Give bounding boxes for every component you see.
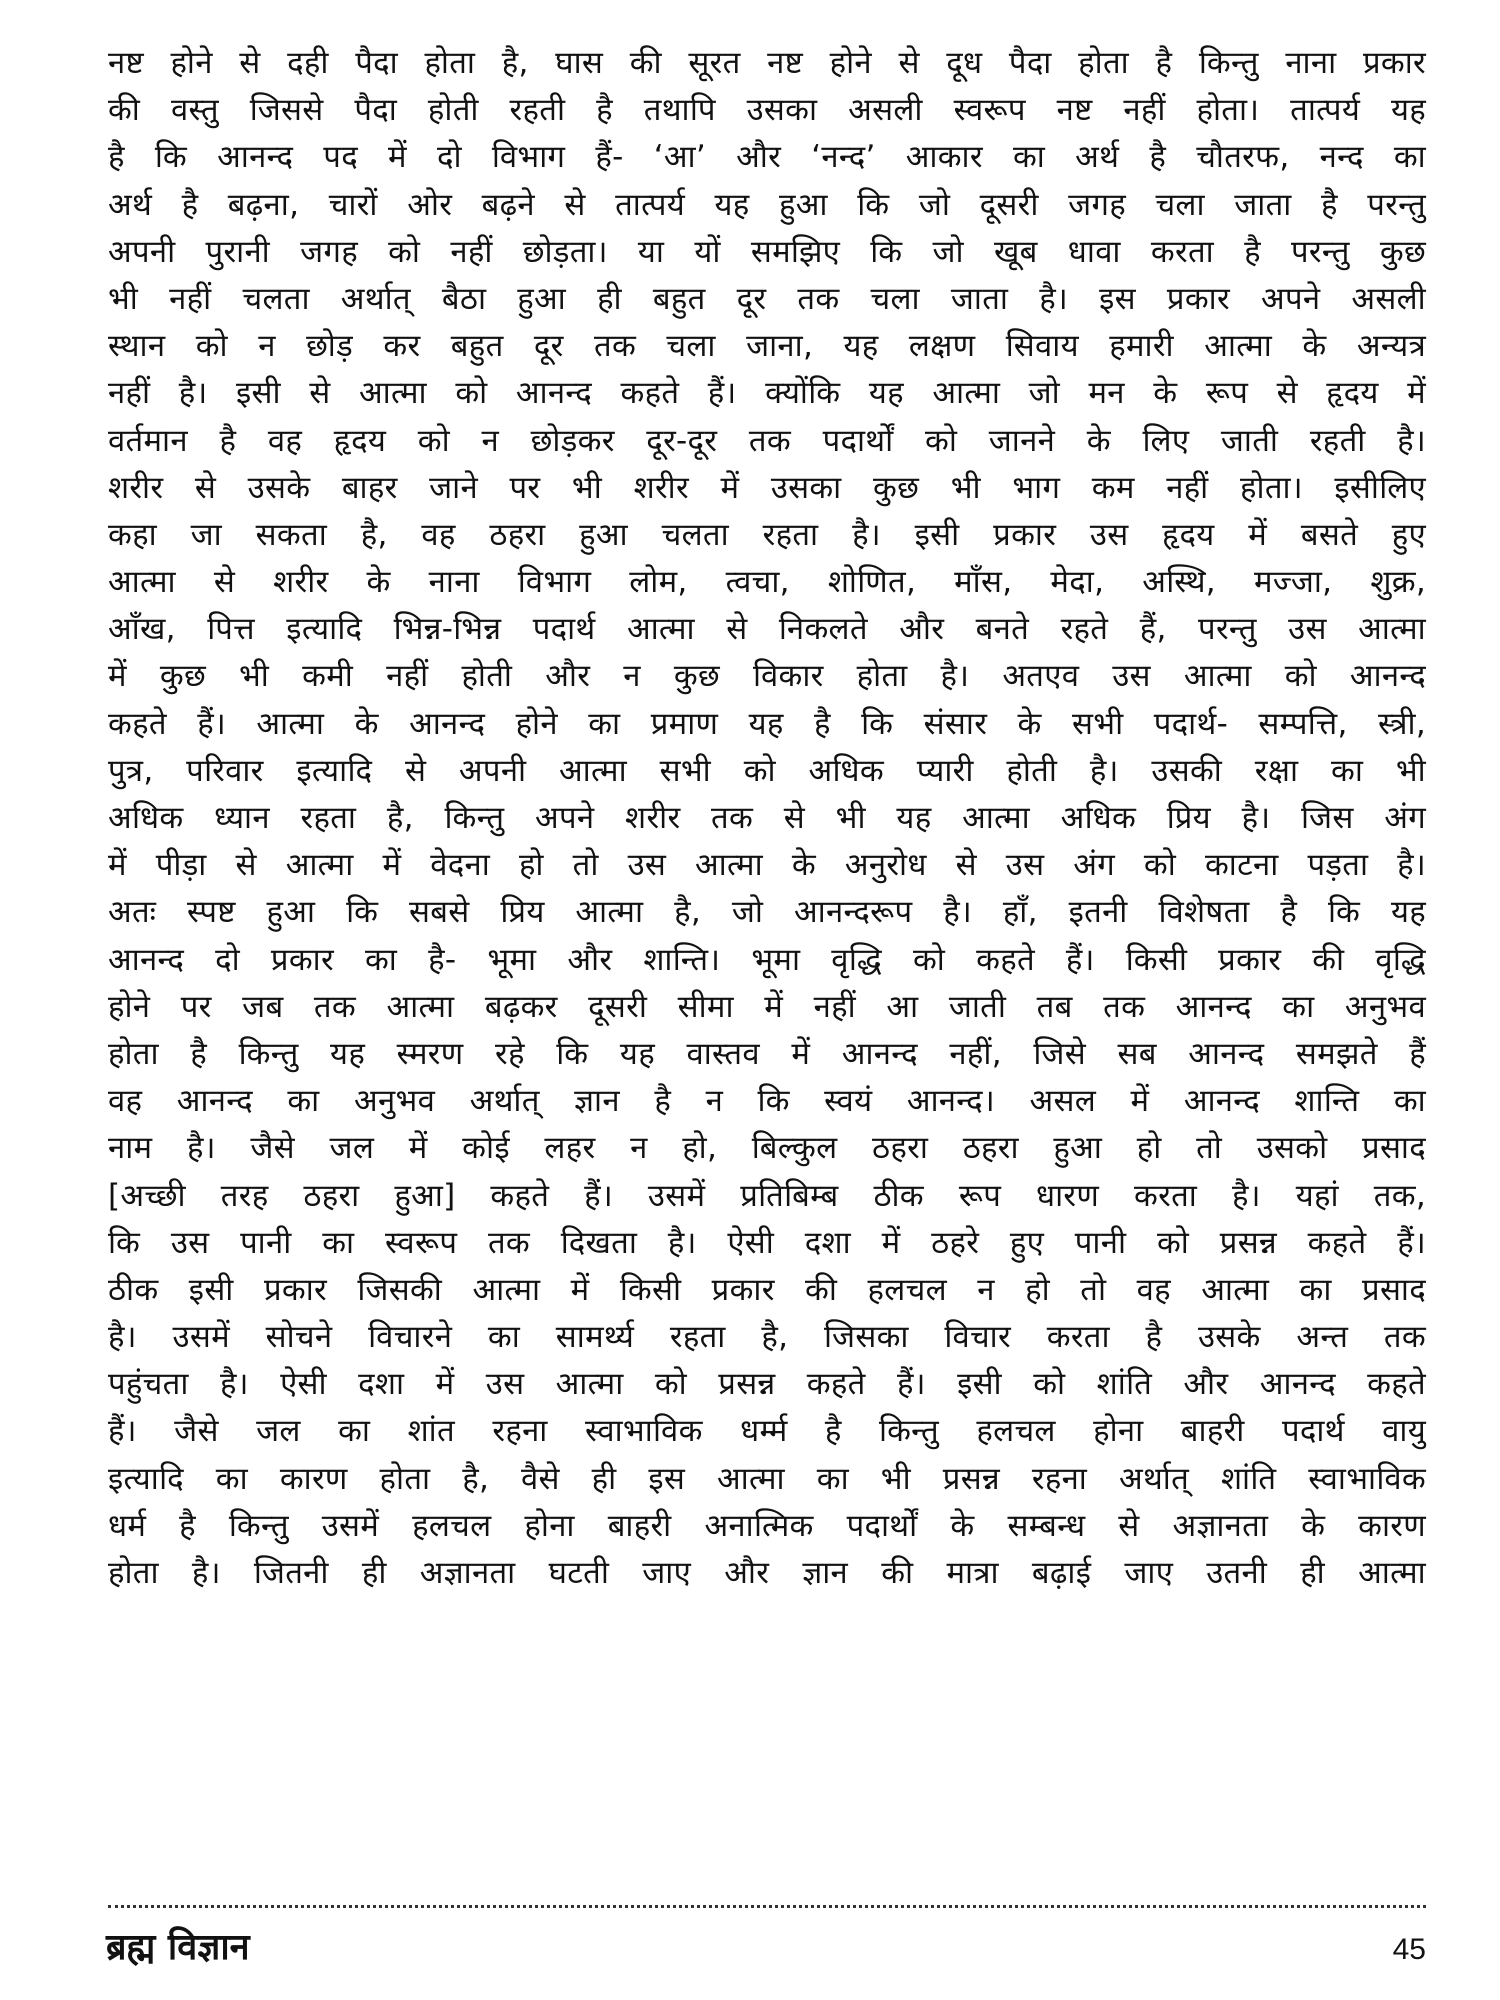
text-line: वर्तमान है वह हृदय को न छोड़कर दूर-दूर तक पदार्थों को जानने के लिए जाती रहती है। — [108, 422, 1426, 459]
text-line: कि उस पानी का स्वरूप तक दिखता है। ऐसी दशा में ठहरे हुए पानी को प्रसन्न कहते हैं। — [108, 1224, 1426, 1261]
text-line: नाम है। जैसे जल में कोई लहर न हो, बिल्कुल ठहरा ठहरा हुआ हो तो उसको प्रसाद — [108, 1130, 1426, 1167]
text-line: हैं। जैसे जल का शांत रहना स्वाभाविक धर्म्म है किन्तु हलचल होना बाहरी पदार्थ वायु — [108, 1413, 1426, 1450]
text-line: कहा जा सकता है, वह ठहरा हुआ चलता रहता है। इसी प्रकार उस हृदय में बसते हुए — [108, 516, 1426, 553]
text-line: शरीर से उसके बाहर जाने पर भी शरीर में उसका कुछ भी भाग कम नहीं होता। इसीलिए — [108, 469, 1426, 506]
text-line: स्थान को न छोड़ कर बहुत दूर तक चला जाना, यह लक्षण सिवाय हमारी आत्मा के अन्यत्र — [108, 328, 1426, 365]
text-line: अपनी पुरानी जगह को नहीं छोड़ता। या यों समझिए कि जो खूब धावा करता है परन्तु कुछ — [108, 233, 1426, 270]
text-line: होने पर जब तक आत्मा बढ़कर दूसरी सीमा में नहीं आ जाती तब तक आनन्द का अनुभव — [108, 988, 1426, 1025]
text-line: में कुछ भी कमी नहीं होती और न कुछ विकार होता है। अतएव उस आत्मा को आनन्द — [108, 658, 1426, 695]
text-line: की वस्तु जिससे पैदा होती रहती है तथापि उसका असली स्वरूप नष्ट नहीं होता। तात्पर्य यह — [108, 92, 1426, 129]
text-line: आत्मा से शरीर के नाना विभाग लोम, त्वचा, शोणित, माँस, मेदा, अस्थि, मज्जा, शुक्र, — [108, 564, 1426, 601]
text-line: अतः स्पष्ट हुआ कि सबसे प्रिय आत्मा है, जो आनन्दरूप है। हाँ, इतनी विशेषता है कि यह — [108, 894, 1426, 931]
text-line: भी नहीं चलता अर्थात् बैठा हुआ ही बहुत दूर तक चला जाता है। इस प्रकार अपने असली — [108, 280, 1426, 317]
text-line: अर्थ है बढ़ना, चारों ओर बढ़ने से तात्पर्य यह हुआ कि जो दूसरी जगह चला जाता है परन्तु — [108, 186, 1426, 223]
text-line: नष्ट होने से दही पैदा होता है, घास की सूरत नष्ट होने से दूध पैदा होता है किन्तु नाना प्रकार — [108, 45, 1426, 81]
text-line: है कि आनन्द पद में दो विभाग हैं- ‘आ’ और ‘नन्द’ आकार का अर्थ है चौतरफ, नन्द का — [108, 139, 1426, 176]
footer-divider — [108, 1905, 1426, 1908]
text-line: होता है किन्तु यह स्मरण रहे कि यह वास्तव में आनन्द नहीं, जिसे सब आनन्द समझते हैं — [108, 1035, 1426, 1072]
text-line: धर्म है किन्तु उसमें हलचल होना बाहरी अनात्मिक पदार्थों के सम्बन्ध से अज्ञानता के कारण — [108, 1507, 1426, 1544]
text-line: पुत्र, परिवार इत्यादि से अपनी आत्मा सभी को अधिक प्यारी होती है। उसकी रक्षा का भी — [108, 752, 1426, 789]
text-line: ठीक इसी प्रकार जिसकी आत्मा में किसी प्रकार की हलचल न हो तो वह आत्मा का प्रसाद — [108, 1271, 1426, 1308]
text-line: आँख, पित्त इत्यादि भिन्न-भिन्न पदार्थ आत्मा से निकलते और बनते रहते हैं, परन्तु उस आत्मा — [108, 611, 1426, 648]
text-line: [अच्छी तरह ठहरा हुआ] कहते हैं। उसमें प्रतिबिम्ब ठीक रूप धारण करता है। यहां तक, — [108, 1177, 1426, 1214]
text-line: है। उसमें सोचने विचारने का सामर्थ्य रहता है, जिसका विचार करता है उसके अन्त तक — [108, 1319, 1426, 1356]
text-line: नहीं है। इसी से आत्मा को आनन्द कहते हैं। क्योंकि यह आत्मा जो मन के रूप से हृदय में — [108, 375, 1426, 412]
text-line: पहुंचता है। ऐसी दशा में उस आत्मा को प्रसन्न कहते हैं। इसी को शांति और आनन्द कहते — [108, 1366, 1426, 1403]
page-number: 45 — [1392, 1933, 1426, 1966]
body-text — [108, 40, 1426, 1597]
text-line: इत्यादि का कारण होता है, वैसे ही इस आत्मा का भी प्रसन्न रहना अर्थात् शांति स्वाभाविक — [108, 1460, 1426, 1497]
text-line: आनन्द दो प्रकार का है- भूमा और शान्ति। भूमा वृद्धि को कहते हैं। किसी प्रकार की वृद्धि — [108, 941, 1426, 978]
footer-book-title: ब्रह्म विज्ञान — [106, 1927, 250, 1968]
text-line: कहते हैं। आत्मा के आनन्द होने का प्रमाण यह है कि संसार के सभी पदार्थ- सम्पत्ति, स्त्री, — [108, 705, 1426, 742]
text-line: अधिक ध्यान रहता है, किन्तु अपने शरीर तक से भी यह आत्मा अधिक प्रिय है। जिस अंग — [108, 800, 1426, 836]
text-line: में पीड़ा से आत्मा में वेदना हो तो उस आत्मा के अनुरोध से उस अंग को काटना पड़ता है। — [108, 847, 1426, 884]
text-line: वह आनन्द का अनुभव अर्थात् ज्ञान है न कि स्वयं आनन्द। असल में आनन्द शान्ति का — [108, 1083, 1426, 1120]
text-line: होता है। जितनी ही अज्ञानता घटती जाए और ज्ञान की मात्रा बढ़ाई जाए उतनी ही आत्मा — [108, 1555, 1426, 1591]
